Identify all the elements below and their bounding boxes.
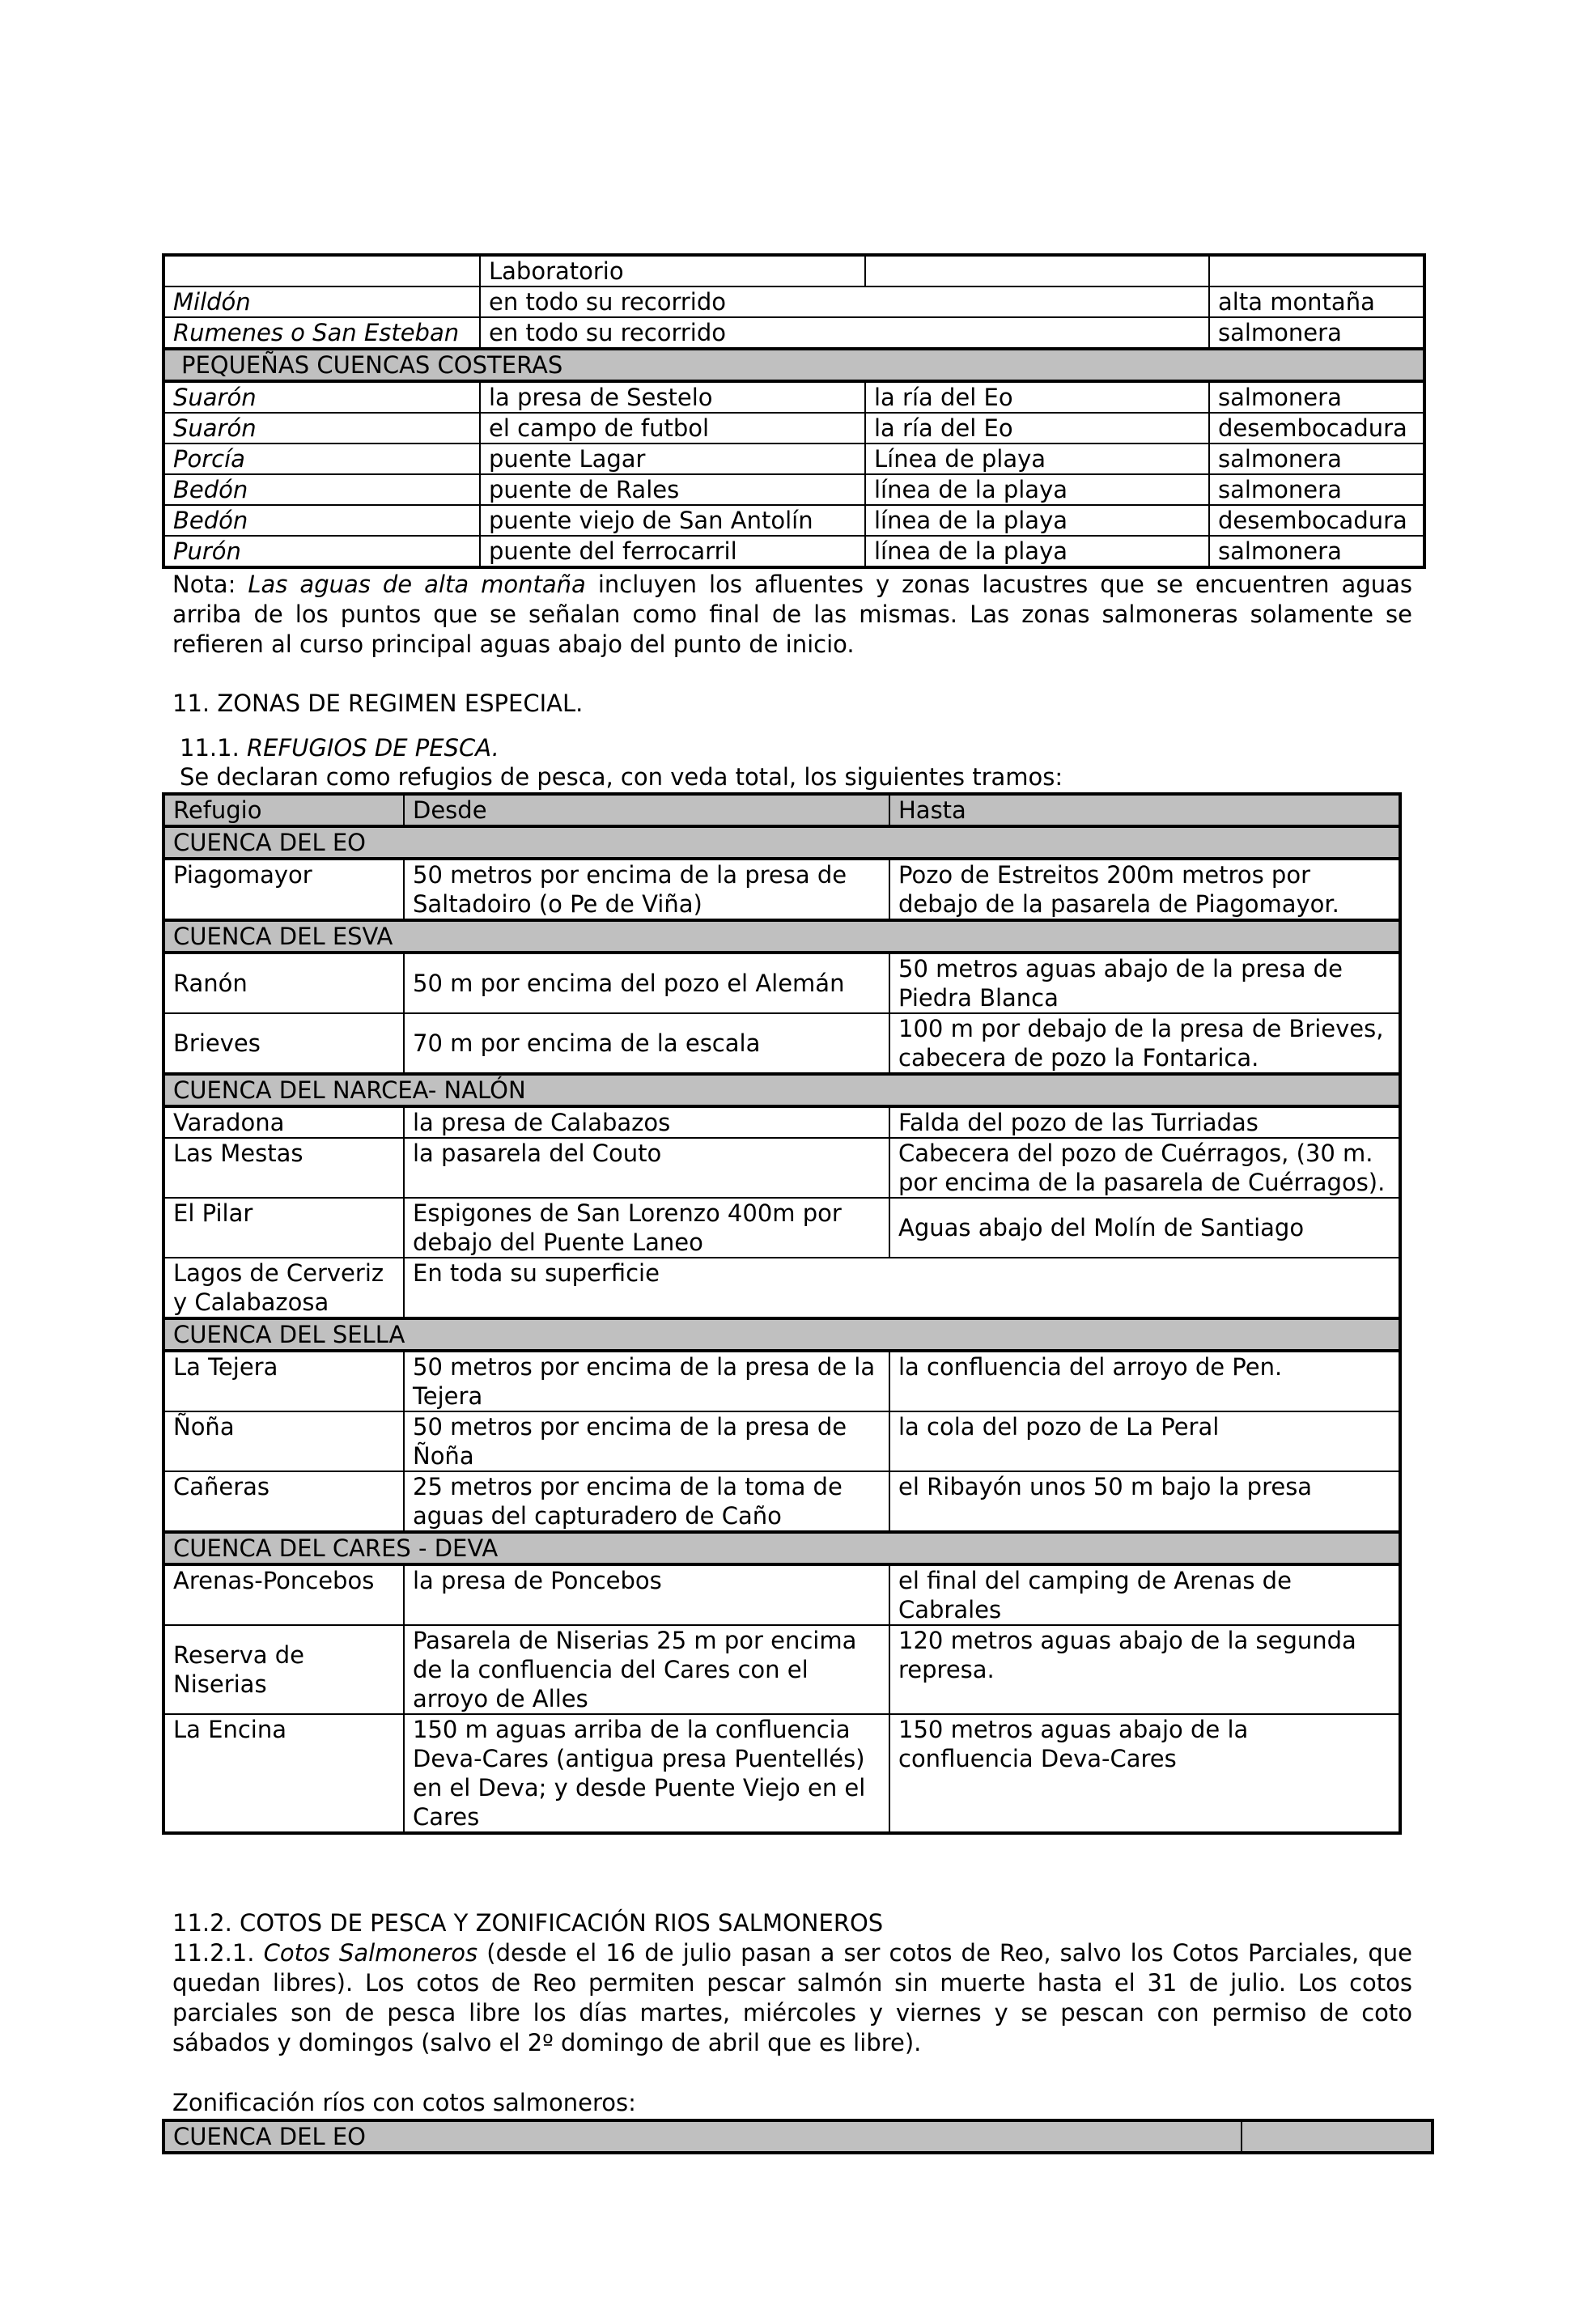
desde-cell: 150 m aguas arriba de la confluencia Deva-Cares (antigua presa Puentellés) en el Deva; y desde Puente Viejo en el Cares (404, 1714, 889, 1833)
hasta-cell: el Ribayón unos 50 m bajo la presa (889, 1471, 1400, 1532)
table-row (163, 1198, 1400, 1258)
subsection-number: 11.1. (180, 734, 248, 762)
table-row (163, 953, 1400, 1013)
from-cell: puente viejo de San Antolín (480, 505, 865, 536)
table-row (163, 286, 1424, 317)
type-cell: salmonera (1209, 317, 1424, 349)
table-row (163, 505, 1424, 536)
type-cell: salmonera (1209, 381, 1424, 413)
refugio-cell: Brieves (163, 1013, 404, 1074)
refugio-cell: Ñoña (163, 1411, 404, 1471)
table-row (163, 859, 1400, 920)
hasta-cell: 150 metros aguas abajo de la confluencia Deva-Cares (889, 1714, 1400, 1833)
paragraph-number: 11.2.1. (172, 1939, 264, 1967)
desde-cell: la presa de Poncebos (404, 1564, 889, 1625)
note-paragraph (172, 570, 1412, 660)
from-cell: la presa de Sestelo (480, 381, 865, 413)
refugio-cell: La Tejera (163, 1351, 404, 1411)
header-refugio: Refugio (163, 794, 404, 826)
desde-cell: 50 metros por encima de la presa de Saltadoiro (o Pe de Viña) (404, 859, 889, 920)
from-cell: en todo su recorrido (480, 286, 1209, 317)
desde-cell: Espigones de San Lorenzo 400m por debajo del Puente Laneo (404, 1198, 889, 1258)
to-cell: la ría del Eo (865, 381, 1209, 413)
subsection-title: REFUGIOS DE PESCA. (247, 734, 499, 762)
hasta-cell: Falda del pozo de las Turriadas (889, 1106, 1400, 1138)
type-cell: desembocadura (1209, 413, 1424, 444)
hasta-cell: la confluencia del arroyo de Pen. (889, 1351, 1400, 1411)
desde-cell: la pasarela del Couto (404, 1138, 889, 1198)
river-cell: Purón (163, 536, 480, 567)
from-cell: en todo su recorrido (480, 317, 1209, 349)
section-title: PEQUEÑAS CUENCAS COSTERAS (163, 349, 1424, 381)
hasta-cell: 100 m por debajo de la presa de Brieves, cabecera de pozo la Fontarica. (889, 1013, 1400, 1074)
note-italic: Las aguas de alta montaña (248, 571, 586, 598)
section-11-title: 11. ZONAS DE REGIMEN ESPECIAL. (172, 690, 584, 717)
group-title: CUENCA DEL EO (163, 2120, 1242, 2153)
refugios-table (162, 792, 1402, 1835)
refugio-cell: Reserva de Niserias (163, 1625, 404, 1714)
table-row (163, 1471, 1400, 1532)
header-hasta: Hasta (889, 794, 1400, 826)
to-cell: línea de la playa (865, 474, 1209, 505)
group-header-row (163, 1532, 1400, 1564)
river-cell: Mildón (163, 286, 480, 317)
table-row (163, 381, 1424, 413)
from-cell: puente de Rales (480, 474, 865, 505)
hasta-cell: Cabecera del pozo de Cuérragos, (30 m. por encima de la pasarela de Cuérragos). (889, 1138, 1400, 1198)
group-title: CUENCA DEL NARCEA- NALÓN (163, 1074, 1400, 1106)
section-header-row (163, 349, 1424, 381)
table-row (163, 444, 1424, 474)
refugio-cell: Piagomayor (163, 859, 404, 920)
refugio-cell: Las Mestas (163, 1138, 404, 1198)
type-cell: alta montaña (1209, 286, 1424, 317)
from-cell: puente Lagar (480, 444, 865, 474)
hasta-cell: 120 metros aguas abajo de la segunda represa. (889, 1625, 1400, 1714)
desde-cell: la presa de Calabazos (404, 1106, 889, 1138)
desde-cell: 50 metros por encima de la presa de Ñoña (404, 1411, 889, 1471)
table-row (163, 1013, 1400, 1074)
hasta-cell: 50 metros aguas abajo de la presa de Piedra Blanca (889, 953, 1400, 1013)
desde-cell: 70 m por encima de la escala (404, 1013, 889, 1074)
paragraph-italic: Cotos Salmoneros (263, 1939, 478, 1967)
desde-cell: 50 m por encima del pozo el Alemán (404, 953, 889, 1013)
desde-cell: En toda su superficie (404, 1258, 1400, 1318)
hasta-cell: el final del camping de Arenas de Cabrales (889, 1564, 1400, 1625)
type-cell: salmonera (1209, 536, 1424, 567)
table-row (163, 1106, 1400, 1138)
river-cell: Porcía (163, 444, 480, 474)
from-cell: puente del ferrocarril (480, 536, 865, 567)
zonificacion-label: Zonificación ríos con cotos salmoneros: (172, 2089, 636, 2116)
empty-cell (1242, 2120, 1433, 2153)
river-cell: Rumenes o San Esteban (163, 317, 480, 349)
paragraph-text: (desde el 16 de julio pasan a ser cotos de Reo, salvo los Cotos Parciales, que quedan libres). Los cotos de Reo permiten pescar salmón sin muerte hasta el 31 de julio. Los cotos parciales son de pesca libre los días martes, miércoles y viernes y se pescan con permiso de coto sábados y domingos (salvo el 2º domingo de abril que es libre). (172, 1939, 1412, 2056)
river-cell (163, 255, 480, 286)
desde-cell: Pasarela de Niserias 25 m por encima de la confluencia del Cares con el arroyo de Alles (404, 1625, 889, 1714)
refugio-cell: Lagos de Cerveriz y Calabazosa (163, 1258, 404, 1318)
refugio-cell: La Encina (163, 1714, 404, 1833)
refugio-cell: El Pilar (163, 1198, 404, 1258)
note-prefix: Nota: (172, 571, 248, 598)
group-header-row (163, 1074, 1400, 1106)
refugio-cell: Ranón (163, 953, 404, 1013)
group-header-row (163, 826, 1400, 859)
refugio-cell: Cañeras (163, 1471, 404, 1532)
hasta-cell: Pozo de Estreitos 200m metros por debajo de la pasarela de Piagomayor. (889, 859, 1400, 920)
section-11-2-title: 11.2. COTOS DE PESCA Y ZONIFICACIÓN RIOS SALMONEROS (172, 1909, 884, 1937)
type-cell (1209, 255, 1424, 286)
table-row (163, 536, 1424, 567)
group-header-row (163, 920, 1400, 953)
refugio-cell: Arenas-Poncebos (163, 1564, 404, 1625)
group-title: CUENCA DEL CARES - DEVA (163, 1532, 1400, 1564)
section-11-1-title (180, 733, 499, 763)
table-row (163, 1714, 1400, 1833)
river-cell: Suarón (163, 413, 480, 444)
desde-cell: 25 metros por encima de la toma de aguas del capturadero de Caño (404, 1471, 889, 1532)
type-cell: salmonera (1209, 444, 1424, 474)
desde-cell: 50 metros por encima de la presa de la Tejera (404, 1351, 889, 1411)
type-cell: desembocadura (1209, 505, 1424, 536)
table-row (163, 1411, 1400, 1471)
group-title: CUENCA DEL ESVA (163, 920, 1400, 953)
to-cell: Línea de playa (865, 444, 1209, 474)
hasta-cell: Aguas abajo del Molín de Santiago (889, 1198, 1400, 1258)
table-row (163, 474, 1424, 505)
table-row (163, 1258, 1400, 1318)
table-row (163, 1138, 1400, 1198)
refugio-cell: Varadona (163, 1106, 404, 1138)
zones-table (162, 253, 1426, 569)
from-cell: el campo de futbol (480, 413, 865, 444)
cotos-table (162, 2119, 1434, 2154)
from-cell: Laboratorio (480, 255, 865, 286)
table-header-row (163, 794, 1400, 826)
table-row (163, 317, 1424, 349)
table-row (163, 1625, 1400, 1714)
group-title: CUENCA DEL EO (163, 826, 1400, 859)
hasta-cell: la cola del pozo de La Peral (889, 1411, 1400, 1471)
to-cell: línea de la playa (865, 505, 1209, 536)
header-desde: Desde (404, 794, 889, 826)
table-row (163, 255, 1424, 286)
river-cell: Bedón (163, 505, 480, 536)
to-cell: la ría del Eo (865, 413, 1209, 444)
river-cell: Suarón (163, 381, 480, 413)
to-cell (865, 255, 1209, 286)
table-row (163, 413, 1424, 444)
group-header-row (163, 2120, 1433, 2153)
group-header-row (163, 1318, 1400, 1351)
group-title: CUENCA DEL SELLA (163, 1318, 1400, 1351)
table-row (163, 1564, 1400, 1625)
river-cell: Bedón (163, 474, 480, 505)
cotos-paragraph (172, 1938, 1412, 2058)
type-cell: salmonera (1209, 474, 1424, 505)
note-text: incluyen los afluentes y zonas lacustres que se encuentren aguas arriba de los puntos que se señalan como final de las mismas. Las zonas salmoneras solamente se refieren al curso principal aguas abajo del punto de inicio. (172, 571, 1412, 658)
to-cell: línea de la playa (865, 536, 1209, 567)
table-row (163, 1351, 1400, 1411)
refugios-intro: Se declaran como refugios de pesca, con veda total, los siguientes tramos: (180, 763, 1063, 791)
